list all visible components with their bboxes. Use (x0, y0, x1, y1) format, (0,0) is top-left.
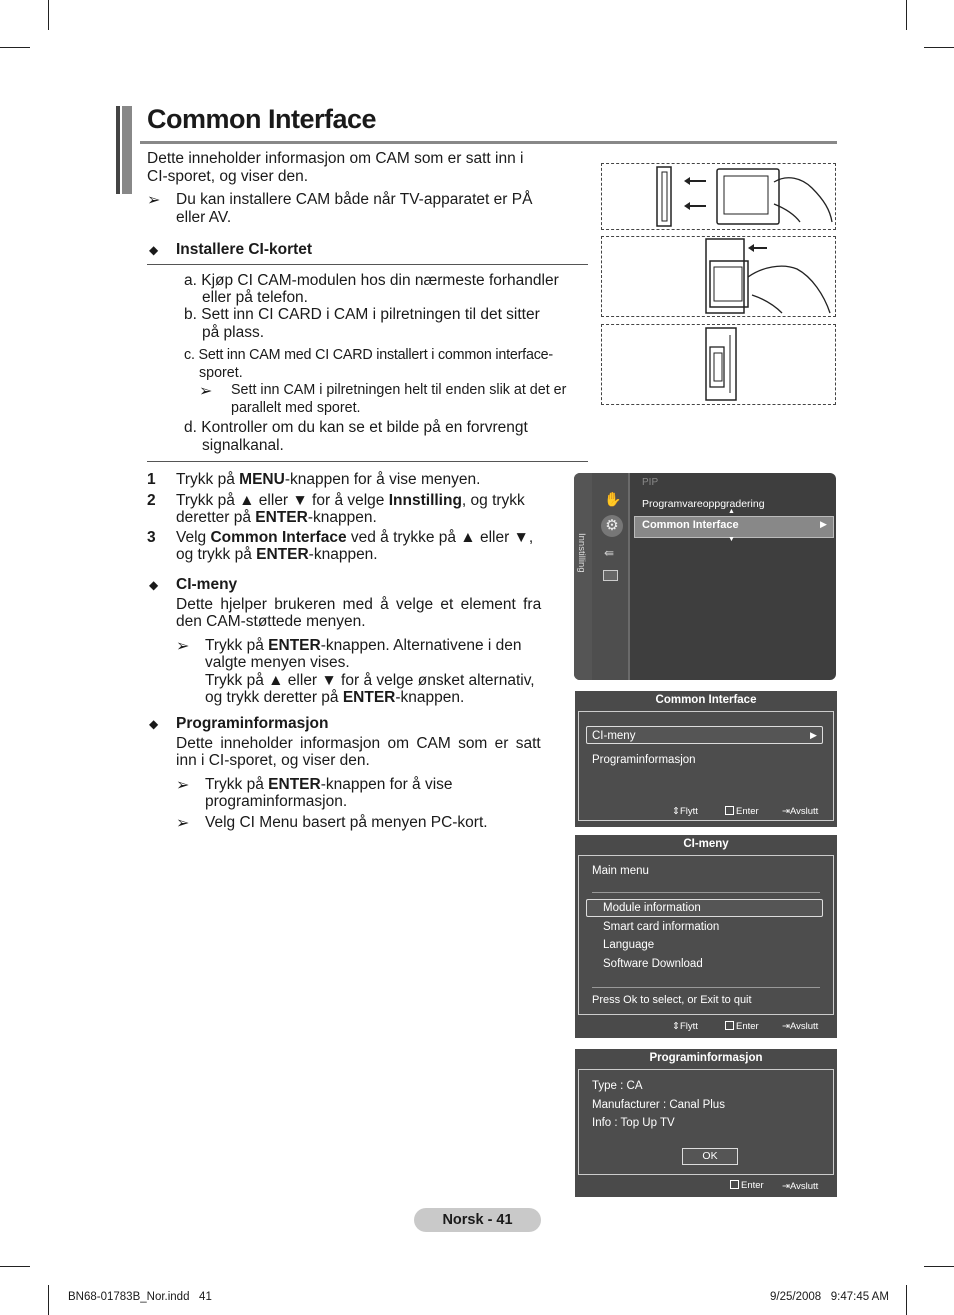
intro-line-2: CI-sporet, og viser den. (147, 168, 309, 185)
proginfo-note-1b: programinformasjon. (205, 793, 348, 810)
note-text-part: Trykk på (205, 637, 269, 654)
step-text-part: ved å trykke på ▲ eller ▼, (346, 529, 534, 546)
note-text-part: Trykk på (205, 776, 269, 793)
key-name: Common Interface (210, 529, 347, 546)
section-rule (147, 461, 588, 462)
ci-meny-heading: CI-meny (176, 576, 238, 593)
ci-meny-note-1b: valgte menyen vises. (205, 654, 350, 671)
crop-mark (0, 1266, 30, 1267)
footer-enter[interactable] (730, 1180, 764, 1191)
picture-icon: ✋ (604, 491, 622, 507)
cam-card-drawing (602, 237, 835, 316)
crop-mark (48, 0, 49, 30)
note-text-part: -knappen. Alternativene i den (320, 637, 522, 654)
footer-filename: BN68-01783B_Nor.indd 41 (68, 1291, 212, 1303)
footer-date: 9/25/2008 9:47:45 AM (770, 1291, 889, 1303)
proginfo-note-1 (205, 776, 453, 794)
menu-hint: Press Ok to select, or Exit to quit (592, 994, 752, 1006)
step-text-part: -knappen for å vise menyen. (284, 471, 481, 488)
ok-button[interactable]: OK (682, 1148, 738, 1165)
info-type: Type : CA (592, 1080, 643, 1092)
ci-meny-note-2b (205, 689, 464, 707)
illustration-cam-inserted (601, 324, 836, 405)
crop-mark (906, 1285, 907, 1315)
step-text-part: -knappen. (307, 509, 377, 526)
intro-note-1: Du kan installere CAM både når TV-apparatet er PÅ (176, 191, 533, 208)
step-text-part: -knappen. (308, 546, 378, 563)
ci-meny-note-1 (205, 637, 522, 655)
footer-enter[interactable] (725, 1021, 759, 1032)
menu-side-label: Innstilling (576, 533, 587, 573)
tv-menu-ci-meny (575, 835, 837, 1038)
info-manufacturer: Manufacturer : Canal Plus (592, 1099, 725, 1111)
note-text-part: -knappen for å vise (320, 776, 453, 793)
key-name: Innstilling (388, 492, 462, 509)
note-arrow-icon: ➢ (176, 815, 190, 832)
note-arrow-icon: ➢ (147, 192, 161, 209)
proginfo-heading: Programinformasjon (176, 715, 329, 732)
bullet-diamond-icon: ◆ (149, 578, 159, 592)
install-heading: Installere CI-kortet (176, 241, 313, 258)
proginfo-body-1: Dette inneholder informasjon om CAM som er satt (176, 735, 541, 752)
note-arrow-icon: ➢ (176, 638, 190, 655)
menu-item-module-information[interactable]: Module information (603, 902, 701, 914)
step-text-part: Trykk på ▲ eller ▼ for å velge (176, 492, 389, 509)
enter-icon (725, 806, 734, 815)
step-text-part: Velg (176, 529, 211, 546)
menu-divider (592, 892, 820, 893)
footer-label: Enter (741, 1180, 764, 1191)
step-number: 2 (147, 492, 156, 509)
menu-divider (592, 987, 820, 988)
key-name: ENTER (268, 776, 321, 793)
menu-sidebar (574, 473, 592, 680)
menu-item-common-interface[interactable]: Common Interface (642, 519, 739, 531)
cam-card-drawing (602, 164, 835, 229)
key-name: ENTER (255, 509, 308, 526)
footer-exit[interactable] (782, 806, 818, 817)
footer-label: Avslutt (789, 1021, 819, 1032)
step-number: 3 (147, 529, 156, 546)
footer-label: Flytt (679, 1021, 698, 1032)
key-name: ENTER (256, 546, 309, 563)
footer-label: Enter (736, 806, 759, 817)
info-info: Info : Top Up TV (592, 1117, 675, 1129)
menu-title: CI-meny (683, 838, 729, 850)
chevron-down-icon: ▼ (728, 536, 735, 543)
bullet-diamond-icon: ◆ (149, 243, 159, 257)
step-text-part: Trykk på (176, 471, 240, 488)
crop-mark (906, 0, 907, 30)
ci-meny-body-2: den CAM-støttede menyen. (176, 613, 366, 630)
note-text-part: -knappen. (395, 689, 465, 706)
crop-mark (924, 1266, 954, 1267)
menu-title: Programinformasjon (649, 1052, 763, 1064)
proginfo-body-2: inn i CI-sporet, og viser den. (176, 752, 370, 769)
move-icon: ⇕ (672, 806, 680, 817)
menu-item-ci-meny[interactable]: CI-meny (592, 730, 636, 742)
step-text-part: deretter på (176, 509, 256, 526)
menu-item-pip[interactable]: PIP (642, 477, 659, 488)
step-text-part: og trykk på (176, 546, 257, 563)
install-a-1: a. Kjøp CI CAM-modulen hos din nærmeste forhandler (184, 272, 559, 289)
menu-item-smart-card-information[interactable]: Smart card information (603, 921, 720, 933)
crop-mark (0, 47, 30, 48)
footer-enter[interactable] (725, 806, 759, 817)
install-d-1: d. Kontroller om du kan se et bilde på en forvrengt (184, 419, 528, 436)
install-c-1: c. Sett inn CAM med CI CARD installert i common interface- (184, 347, 553, 363)
step-text (176, 492, 525, 510)
step-text (176, 546, 378, 564)
footer-exit[interactable] (782, 1021, 818, 1032)
title-rule (140, 141, 837, 144)
step-text (176, 529, 533, 547)
menu-title: Common Interface (655, 694, 757, 706)
install-c-note-2: parallelt med sporet. (231, 400, 361, 416)
section-rule (147, 264, 588, 265)
move-icon: ⇕ (672, 1021, 680, 1032)
step-text-part: , og trykk (461, 492, 525, 509)
intro-line-1: Dette inneholder informasjon om CAM som er satt inn i (147, 150, 524, 167)
install-c-note-1: Sett inn CAM i pilretningen helt til enden slik at det er (231, 382, 567, 398)
footer-label: Avslutt (789, 806, 819, 817)
key-name: ENTER (342, 689, 396, 706)
intro-note-2: eller AV. (176, 209, 232, 226)
chevron-right-icon: ▶ (820, 519, 827, 529)
install-d-2: signalkanal. (202, 437, 284, 454)
note-arrow-icon: ➢ (199, 383, 213, 400)
exit-icon: ⇥ (782, 1021, 790, 1032)
main-menu-label: Main menu (592, 865, 649, 877)
footer-move (672, 1021, 698, 1032)
footer-label: Flytt (679, 806, 698, 817)
menu-panel (578, 855, 834, 1015)
install-c-2: sporet. (199, 365, 243, 381)
crop-mark (48, 1285, 49, 1315)
footer-label: Avslutt (789, 1181, 819, 1192)
key-name: ENTER (268, 637, 321, 654)
install-b-1: b. Sett inn CI CARD i CAM i pilretningen til det sitter (184, 306, 540, 323)
footer-exit[interactable] (782, 1181, 818, 1192)
enter-icon (730, 1180, 739, 1189)
chevron-right-icon: ▶ (810, 730, 817, 740)
application-icon (603, 570, 618, 581)
step-number: 1 (147, 471, 156, 488)
note-arrow-icon: ➢ (176, 777, 190, 794)
crop-mark (924, 47, 954, 48)
illustration-cam-insert-1 (601, 163, 836, 230)
install-b-2: på plass. (202, 324, 265, 341)
menu-item-programinformasjon[interactable]: Programinformasjon (592, 754, 696, 766)
exit-icon: ⇥ (782, 806, 790, 817)
menu-item-language[interactable]: Language (603, 939, 655, 951)
footer-move (672, 806, 698, 817)
tv-menu-common-interface (575, 691, 837, 827)
input-icon: ⇚ (604, 546, 615, 560)
page-title: Common Interface (147, 104, 377, 134)
menu-item-software-upgrade[interactable]: Programvareoppgradering (642, 498, 765, 510)
ci-meny-body-1: Dette hjelper brukeren med å velge et element fra (176, 596, 542, 613)
proginfo-note-2: Velg CI Menu basert på menyen PC-kort. (205, 814, 488, 831)
gear-icon: ⚙ (601, 515, 623, 537)
tv-menu-programinformasjon (575, 1049, 837, 1197)
page-number: Norsk - 41 (414, 1208, 541, 1232)
ci-meny-note-2: Trykk på ▲ eller ▼ for å velge ønsket alternativ, (205, 672, 535, 689)
chevron-up-icon: ▲ (728, 508, 735, 515)
bullet-diamond-icon: ◆ (149, 717, 159, 731)
note-text-part: og trykk deretter på (205, 689, 343, 706)
key-name: MENU (239, 471, 285, 488)
step-text (176, 509, 377, 527)
menu-item-software-download[interactable]: Software Download (603, 958, 703, 970)
cam-card-drawing (602, 325, 835, 404)
install-a-2: eller på telefon. (202, 289, 308, 306)
illustration-cam-insert-2 (601, 236, 836, 317)
enter-icon (725, 1021, 734, 1030)
exit-icon: ⇥ (782, 1181, 790, 1192)
step-text (176, 471, 480, 489)
title-accent-bar (116, 106, 132, 194)
tv-menu-setup (574, 473, 836, 680)
footer-label: Enter (736, 1021, 759, 1032)
